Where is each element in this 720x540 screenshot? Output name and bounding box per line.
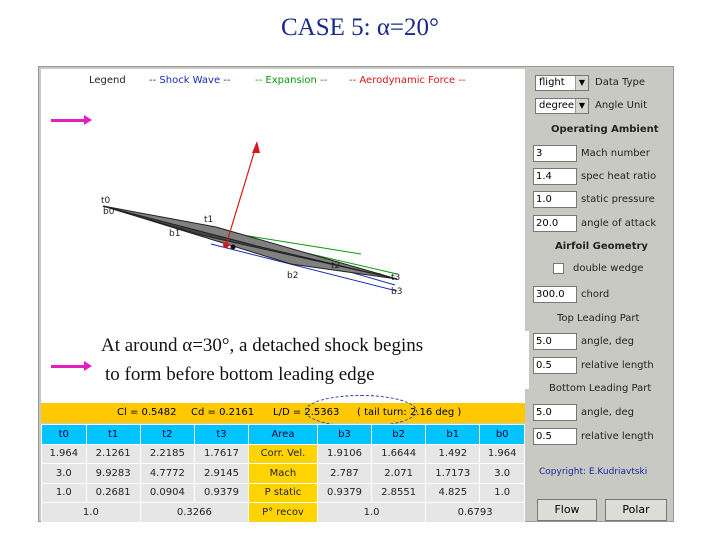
chord-input[interactable]: 300.0 — [533, 286, 577, 303]
legend-expansion: -- Expansion -- — [255, 75, 328, 86]
annotation-text — [99, 331, 529, 389]
airfoil-applet — [38, 66, 674, 522]
table-cell: 2.787 — [317, 464, 371, 484]
label-b1: b1 — [169, 229, 181, 239]
table-header: b1 — [426, 425, 480, 445]
table-row — [42, 464, 525, 484]
table-cell: 2.071 — [372, 464, 426, 484]
table-cell: 1.0 — [317, 503, 425, 523]
table-cell: 1.0 — [42, 503, 141, 523]
table-cell: 3.0 — [42, 464, 87, 484]
chevron-down-icon: ▼ — [575, 99, 588, 113]
chord-label: chord — [581, 289, 610, 300]
double-wedge-label: double wedge — [573, 263, 644, 274]
bottom-leading-heading: Bottom Leading Part — [549, 383, 652, 394]
table-header: b3 — [317, 425, 371, 445]
table-cell: 1.7617 — [194, 444, 248, 464]
heat-ratio-input[interactable]: 1.4 — [533, 168, 577, 185]
table-cell: 2.8551 — [372, 483, 426, 503]
top-angle-input[interactable]: 5.0 — [533, 333, 577, 350]
table-header: b0 — [480, 425, 525, 445]
label-t0: t0 — [101, 196, 111, 206]
annotation-line-1: At around α=30°, a detached shock begins — [101, 335, 424, 356]
slide-title: CASE 5: α=20° — [280, 14, 440, 41]
table-cell: 2.1261 — [86, 444, 140, 464]
angle-unit-label: Angle Unit — [595, 100, 647, 111]
table-cell: 1.7173 — [426, 464, 480, 484]
mach-label: Mach number — [581, 148, 650, 159]
operating-ambient-heading: Operating Ambient — [551, 124, 659, 135]
copyright-text: Copyright: E.Kudriavtski — [539, 467, 648, 477]
table-cell: 2.9145 — [194, 464, 248, 484]
pressure-input[interactable]: 1.0 — [533, 191, 577, 208]
label-t3: t3 — [391, 273, 401, 283]
top-leading-heading: Top Leading Part — [557, 313, 640, 324]
mach-input[interactable]: 3 — [533, 145, 577, 162]
table-row — [42, 483, 525, 503]
top-length-label: relative length — [581, 360, 654, 371]
table-row — [42, 503, 525, 523]
legend-force: -- Aerodynamic Force -- — [349, 75, 466, 86]
flow-direction-arrow-2 — [51, 365, 85, 368]
ld-highlight-ellipse — [305, 395, 417, 427]
table-cell: 1.0 — [42, 483, 87, 503]
heat-ratio-label: spec heat ratio — [581, 171, 657, 182]
legend-label: Legend — [89, 75, 126, 86]
cd-value: Cd = 0.2161 — [191, 407, 255, 418]
legend-shock: -- Shock Wave -- — [149, 75, 231, 86]
table-cell: Mach — [249, 464, 318, 484]
tail-turn-value: ( tail turn: 2.16 deg ) — [357, 407, 462, 418]
top-angle-label: angle, deg — [581, 336, 634, 347]
table-header-row — [42, 425, 525, 445]
bottom-angle-input[interactable]: 5.0 — [533, 404, 577, 421]
table-cell: 4.825 — [426, 483, 480, 503]
table-header: b2 — [372, 425, 426, 445]
ld-value: L/D = 2.5363 — [273, 407, 340, 418]
table-cell: 1.9106 — [317, 444, 371, 464]
table-cell: 4.7772 — [140, 464, 194, 484]
table-cell: 0.3266 — [140, 503, 248, 523]
results-table — [41, 424, 525, 523]
top-length-input[interactable]: 0.5 — [533, 357, 577, 374]
table-header: t2 — [140, 425, 194, 445]
table-cell: 2.2185 — [140, 444, 194, 464]
table-cell: 9.9283 — [86, 464, 140, 484]
bottom-angle-label: angle, deg — [581, 407, 634, 418]
attack-angle-label: angle of attack — [581, 218, 657, 229]
bottom-length-label: relative length — [581, 431, 654, 442]
table-cell: 1.0 — [480, 483, 525, 503]
label-b2: b2 — [287, 271, 299, 281]
table-header: Area — [249, 425, 318, 445]
label-t1: t1 — [204, 215, 214, 225]
bottom-length-input[interactable]: 0.5 — [533, 428, 577, 445]
table-row — [42, 444, 525, 464]
table-cell: 3.0 — [480, 464, 525, 484]
flow-canvas — [41, 69, 525, 403]
table-cell: 0.0904 — [140, 483, 194, 503]
table-header: t0 — [42, 425, 87, 445]
table-cell: 0.2681 — [86, 483, 140, 503]
double-wedge-checkbox[interactable] — [553, 263, 564, 274]
chevron-down-icon: ▼ — [575, 76, 588, 90]
control-panel — [529, 67, 675, 523]
pressure-label: static pressure — [581, 194, 655, 205]
table-cell: P static — [249, 483, 318, 503]
table-cell: Corr. Vel. — [249, 444, 318, 464]
table-cell: 1.964 — [480, 444, 525, 464]
flow-button[interactable]: Flow — [537, 499, 597, 521]
cl-value: Cl = 0.5482 — [117, 407, 177, 418]
table-cell: 1.964 — [42, 444, 87, 464]
table-cell: 0.6793 — [426, 503, 525, 523]
annotation-line-2: to form before bottom leading edge — [105, 364, 375, 385]
table-cell: P° recov — [249, 503, 318, 523]
attack-angle-input[interactable]: 20.0 — [533, 215, 577, 232]
label-b3: b3 — [391, 287, 403, 297]
table-cell: 1.6644 — [372, 444, 426, 464]
polar-button[interactable]: Polar — [605, 499, 667, 521]
label-t2: t2 — [331, 261, 341, 271]
table-header: t3 — [194, 425, 248, 445]
table-header: t1 — [86, 425, 140, 445]
data-type-label: Data Type — [595, 77, 646, 88]
summary-bar — [41, 403, 525, 423]
table-cell: 0.9379 — [317, 483, 371, 503]
angle-unit-select[interactable]: degree ▼ — [535, 98, 589, 114]
table-cell: 1.492 — [426, 444, 480, 464]
data-type-select[interactable]: flight ▼ — [535, 75, 589, 91]
label-b0: b0 — [103, 207, 115, 217]
table-cell: 0.9379 — [194, 483, 248, 503]
airfoil-geometry-heading: Airfoil Geometry — [555, 241, 648, 252]
